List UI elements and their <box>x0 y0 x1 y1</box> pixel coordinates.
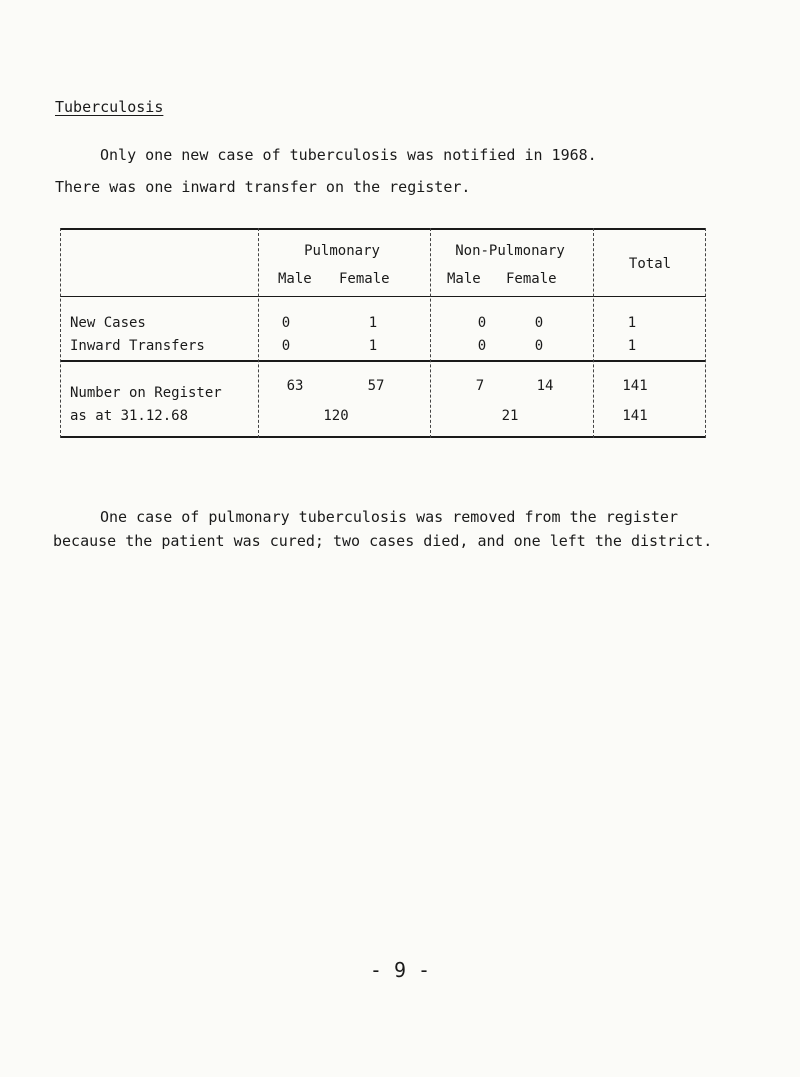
table-cell: 0 <box>534 338 544 354</box>
header-non-pulmonary-female: Female <box>506 271 557 287</box>
table-bottom-rule <box>60 436 706 438</box>
col-divider <box>60 228 61 438</box>
table-cell: 7 <box>475 378 485 394</box>
table-cell: 0 <box>281 338 291 354</box>
header-pulmonary: Pulmonary <box>304 243 380 259</box>
header-non-pulmonary-male: Male <box>447 271 481 287</box>
row-label-register-date: as at 31.12.68 <box>70 408 189 424</box>
row-label-register: Number on Register <box>70 385 222 401</box>
col-divider <box>430 228 431 438</box>
table-cell: 57 <box>367 378 385 394</box>
closing-line-1: One case of pulmonary tuberculosis was removed from the register <box>100 508 678 526</box>
page-number: - 9 - <box>369 958 431 982</box>
body-rule <box>60 360 706 362</box>
table-cell: 1 <box>368 315 378 331</box>
header-pulmonary-female: Female <box>339 271 390 287</box>
intro-line-2: There was one inward transfer on the register. <box>55 178 471 196</box>
table-cell: 0 <box>281 315 291 331</box>
col-divider <box>593 228 594 438</box>
tuberculosis-table <box>60 228 706 438</box>
table-cell: 141 <box>622 378 648 394</box>
table-top-rule <box>60 228 706 230</box>
col-divider <box>705 228 706 438</box>
header-total: Total <box>628 256 672 272</box>
table-cell: 0 <box>477 315 487 331</box>
intro-line-1: Only one new case of tuberculosis was notified in 1968. <box>100 146 597 164</box>
row-label-inward-transfers: Inward Transfers <box>70 338 205 354</box>
table-cell: 0 <box>477 338 487 354</box>
header-non-pulmonary: Non-Pulmonary <box>455 243 565 259</box>
table-cell: 1 <box>627 338 637 354</box>
header-rule <box>60 296 706 297</box>
table-cell: 1 <box>627 315 637 331</box>
table-cell: 14 <box>536 378 554 394</box>
subtotal-non-pulmonary: 21 <box>501 408 519 424</box>
table-cell: 0 <box>534 315 544 331</box>
col-divider <box>258 228 259 438</box>
closing-line-2: because the patient was cured; two cases died, and one left the district. <box>53 532 713 550</box>
subtotal-pulmonary: 120 <box>323 408 349 424</box>
subtotal-total: 141 <box>622 408 648 424</box>
section-heading: Tuberculosis <box>55 98 164 116</box>
header-pulmonary-male: Male <box>278 271 312 287</box>
row-label-new-cases: New Cases <box>70 315 146 331</box>
table-cell: 63 <box>286 378 304 394</box>
table-cell: 1 <box>368 338 378 354</box>
